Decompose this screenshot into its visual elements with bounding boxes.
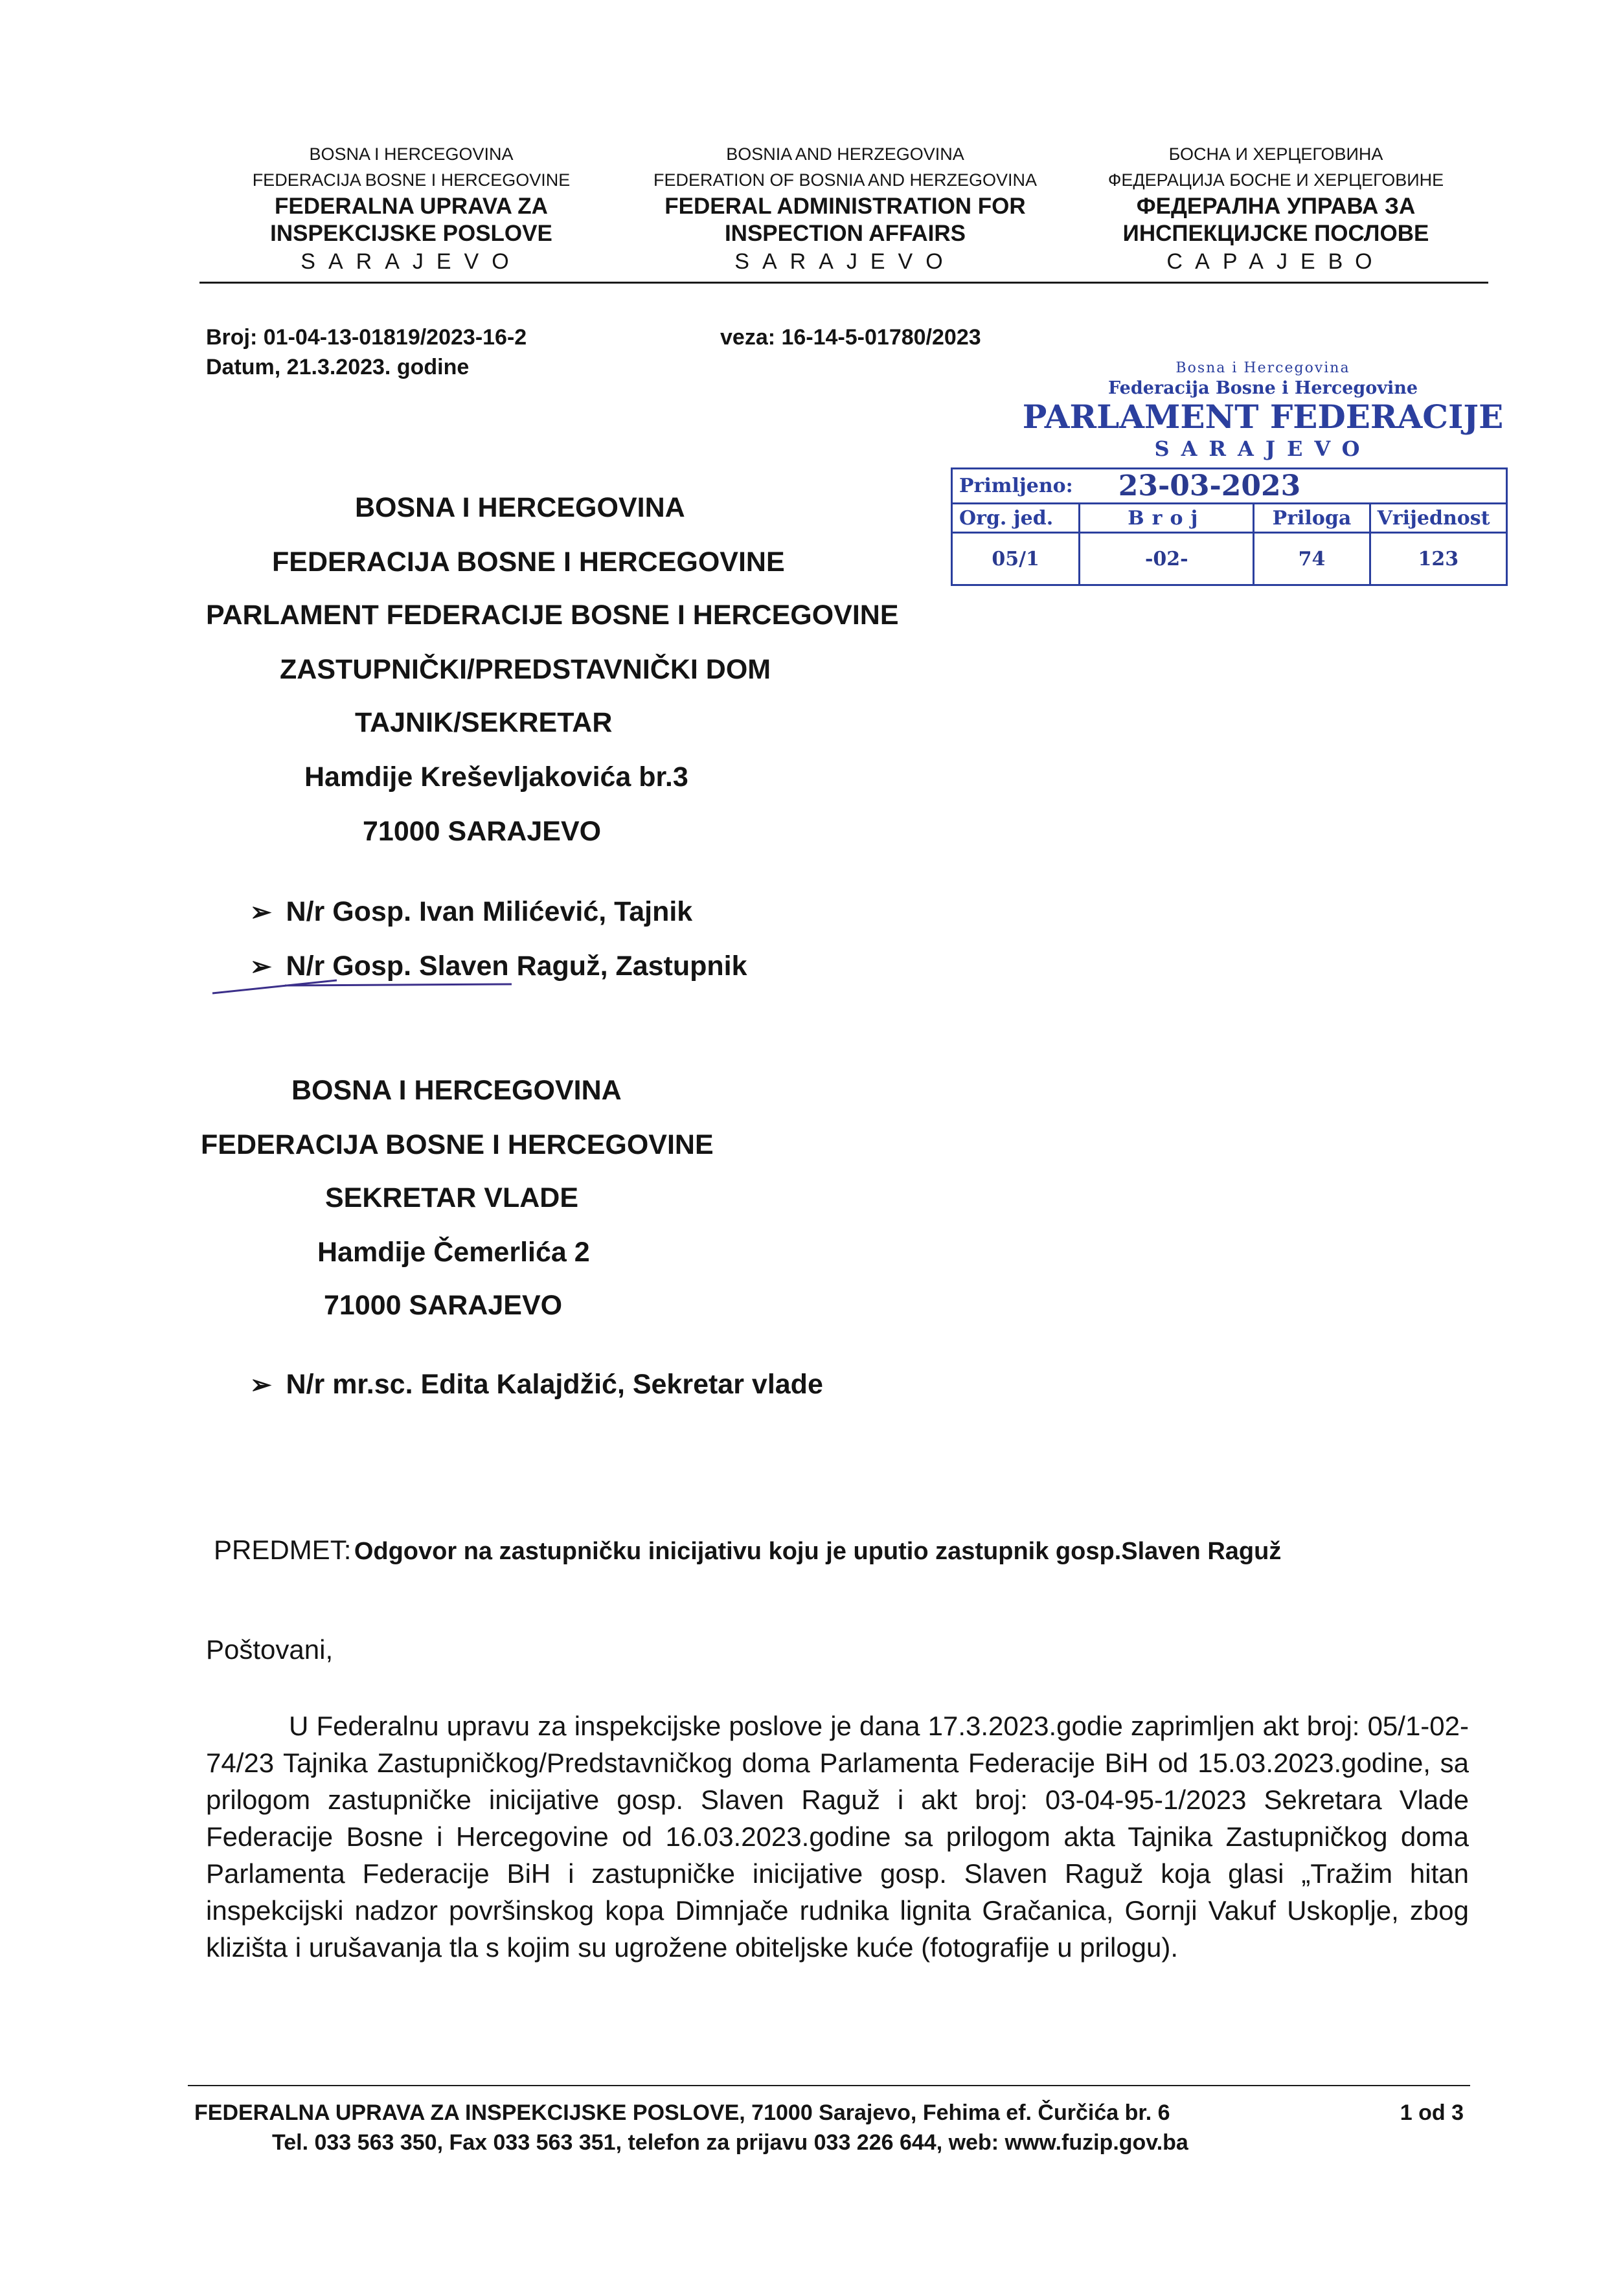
attention-text: N/r Gosp. Slaven Raguž, Zastupnik — [286, 951, 747, 982]
recipient1-street: Hamdije Kreševljakovića br.3 — [304, 761, 688, 793]
recipient2-street: Hamdije Čemerlića 2 — [317, 1237, 590, 1268]
recipient2-country: BOSNA I HERCEGOVINA — [291, 1075, 622, 1106]
stamp-line-federation: Federacija Bosne i Hercegovine — [1107, 378, 1418, 398]
recipient1-parliament: PARLAMENT FEDERACIJE BOSNE I HERCEGOVINE — [206, 600, 899, 631]
footer-line-address — [194, 2098, 1470, 2128]
attention-text: N/r Gosp. Ivan Milićević, Tajnik — [286, 896, 693, 927]
header-left-line4: INSPEKCIJSKE POSLOVE — [270, 221, 552, 246]
header-center-line3: FEDERAL ADMINISTRATION FOR — [664, 194, 1026, 219]
subject-label: PREDMET: — [214, 1535, 352, 1565]
header-left-city: SARAJEVO — [301, 249, 522, 274]
stamp-val-number: -02- — [1080, 533, 1254, 585]
handwritten-underline-mark — [207, 971, 518, 997]
stamp-val-attachments: 74 — [1254, 533, 1370, 585]
recipient2-attention-1 — [250, 1369, 823, 1401]
body-paragraph: U Federalnu upravu za inspekcijske poslove je dana 17.3.2023.godie zaprimljen akt broj: 05/1-02-74/23 Tajnika Zastupničkog/Predstavničkog doma Parlamenta Federacije BiH od 15.03.2023.godine, sa prilogom zastupničke inicijative gosp. Slaven Raguž i akt broj: 03-04-95-1/2023 Sekretara Vlade Federacije Bosne i Hercegovine od 16.03.2023.godine sa prilogom akta Tajnika Zastupničkog doma Parlamenta Federacije BiH i zastupničke inicijative gosp. Slaven Raguž koja glasi „Tražim hitan inspekcijski nadzor površinskog kopa Dimnjače rudnika lignita Gračanica, Gornji Vakuf Uskoplje, zbog klizišta i urušavanja tla s kojim su ugrožene obiteljske kuće (fotografije u prilogu). — [206, 1711, 1469, 1963]
salutation: Poštovani, — [206, 1634, 334, 1665]
attention-text: N/r mr.sc. Edita Kalajdžić, Sekretar vlade — [286, 1369, 823, 1400]
header-center-line1: BOSNIA AND HERZEGOVINA — [726, 144, 964, 164]
header-right-line2: ФЕДЕРАЦИЈА БОСНЕ И ХЕРЦЕГОВИНЕ — [1107, 170, 1444, 190]
recipient1-house: ZASTUPNIČKI/PREDSTAVNIČKI DOM — [280, 654, 771, 685]
stamp-line-country: Bosna i Hercegovina — [1175, 360, 1350, 376]
stamp-val-org-unit: 05/1 — [952, 533, 1080, 585]
document-date: Datum, 21.3.2023. godine — [206, 355, 470, 379]
recipient1-office: TAJNIK/SEKRETAR — [355, 707, 613, 738]
recipient2-city: 71000 SARAJEVO — [324, 1290, 563, 1321]
recipient2-federation: FEDERACIJA BOSNE I HERCEGOVINE — [201, 1129, 714, 1160]
stamp-col-attachments: Priloga — [1254, 504, 1370, 533]
header-right-line4: ИНСПЕКЦИЈСКЕ ПОСЛОВЕ — [1122, 221, 1429, 246]
stamp-col-value: Vrijednost — [1370, 504, 1506, 533]
footer-address: FEDERALNA UPRAVA ZA INSPEKCIJSKE POSLOVE, 71000 Sarajevo, Fehima ef. Čurčića br. 6 — [194, 2100, 1170, 2125]
header-right-line1: БОСНА И ХЕРЦЕГОВИНА — [1168, 144, 1383, 164]
bullet-arrow-icon: ➢ — [250, 898, 272, 927]
body-paragraph-container — [206, 1707, 1469, 1966]
footer-rule — [188, 2085, 1470, 2086]
footer-contacts: Tel. 033 563 350, Fax 033 563 351, telefon za prijavu 033 226 644, web: www.fuzip.gov.ba — [272, 2130, 1188, 2155]
header-rule — [199, 282, 1488, 284]
header-left-line3: FEDERALNA UPRAVA ZA — [275, 194, 548, 219]
stamp-line-city: SARAJEVO — [1154, 436, 1372, 461]
recipient1-federation: FEDERACIJA BOSNE I HERCEGOVINE — [272, 546, 785, 578]
header-center-line2: FEDERATION OF BOSNIA AND HERZEGOVINA — [653, 170, 1038, 190]
header-left-line1: BOSNA I HERCEGOVINA — [309, 144, 514, 164]
stamp-received-label: Primljeno: — [952, 469, 1080, 504]
recipient1-country: BOSNA I HERCEGOVINA — [355, 492, 685, 523]
header-right-city: САРАЈЕВО — [1166, 249, 1385, 274]
document-number-block — [206, 322, 527, 382]
header-center-block — [622, 141, 1069, 276]
stamp-register-table — [951, 467, 1508, 586]
bullet-arrow-icon: ➢ — [250, 952, 272, 981]
document-number: Broj: 01-04-13-01819/2023-16-2 — [206, 325, 527, 350]
page-indicator: 1 od 3 — [1400, 2100, 1464, 2125]
header-right-line3: ФЕДЕРАЛНА УПРАВА ЗА — [1136, 194, 1416, 219]
header-left-line2: FEDERACIJA BOSNE I HERCEGOVINE — [252, 170, 571, 190]
stamp-col-org-unit: Org. jed. — [952, 504, 1080, 533]
header-right-block — [1075, 141, 1477, 276]
header-left-block — [214, 141, 609, 276]
subject-text: Odgovor na zastupničku inicijativu koju je uputio zastupnik gosp.Slaven Raguž — [354, 1538, 1282, 1565]
stamp-line-parliament: PARLAMENT FEDERACIJE — [1022, 398, 1504, 436]
recipient2-office: SEKRETAR VLADE — [325, 1182, 579, 1213]
header-center-line4: INSPECTION AFFAIRS — [724, 221, 966, 246]
stamp-val-value: 123 — [1370, 533, 1506, 585]
recipient1-city: 71000 SARAJEVO — [363, 816, 602, 847]
reference-number: veza: 16-14-5-01780/2023 — [720, 325, 981, 350]
bullet-arrow-icon: ➢ — [250, 1371, 272, 1399]
header-center-city: SARAJEVO — [734, 249, 956, 274]
footer — [194, 2098, 1470, 2157]
subject-line — [214, 1535, 1281, 1566]
stamp-received-date: 23-03-2023 — [1080, 469, 1507, 504]
stamp-col-number: Broj — [1080, 504, 1254, 533]
recipient1-attention-1 — [250, 896, 692, 928]
